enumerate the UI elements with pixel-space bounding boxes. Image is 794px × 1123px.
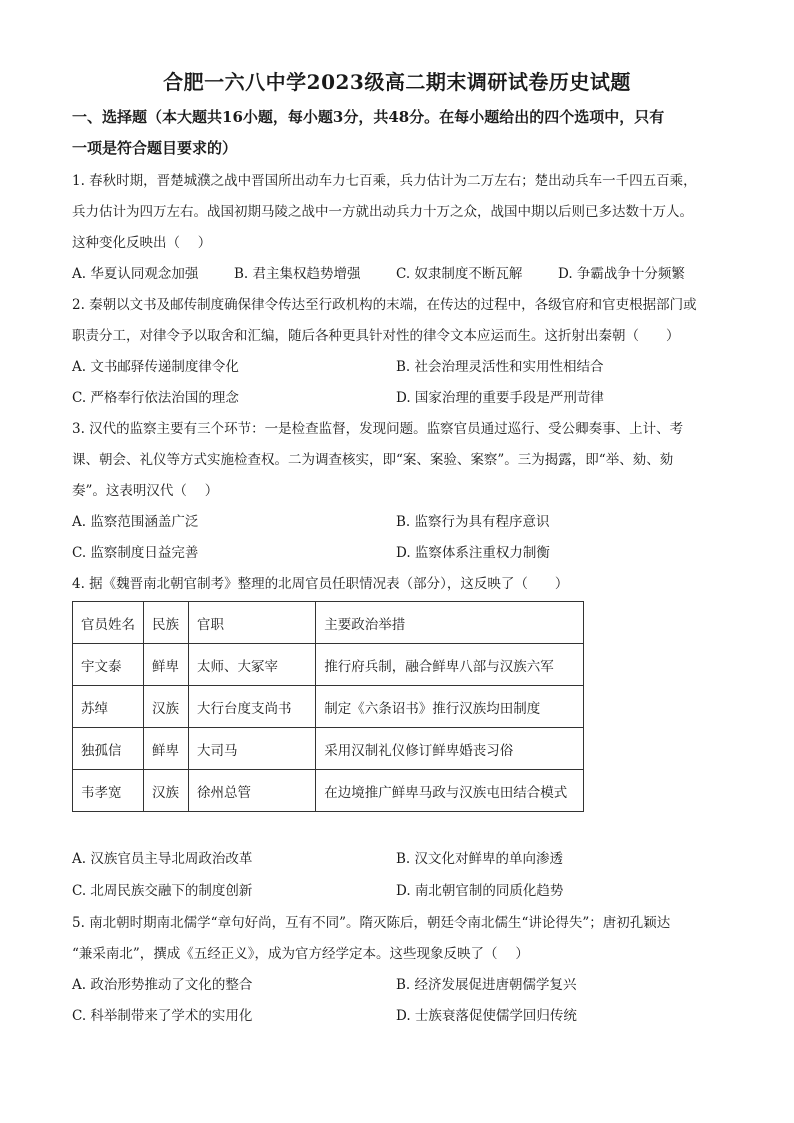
option-a: A. 政治形势推动了文化的整合 xyxy=(72,977,253,993)
option-a: A. 汉族官员主导北周政治改革 xyxy=(72,851,253,867)
table-header-cell: 官员姓名 xyxy=(73,602,144,644)
table-row xyxy=(73,644,584,686)
table-cell: 汉族 xyxy=(144,686,189,728)
option-d: D. 争霸战争十分频繁 xyxy=(558,266,685,282)
table-cell: 推行府兵制，融合鲜卑八部与汉族六军 xyxy=(316,644,584,686)
question-3-options-row-2 xyxy=(72,538,732,568)
table-cell: 大司马 xyxy=(188,728,315,770)
officials-table xyxy=(72,601,584,812)
option-c: C. 奴隶制度不断瓦解 xyxy=(396,266,523,282)
question-2-line-2: 职责分工，对律令予以取舍和汇编，随后各种更具针对性的律令文本应运而生。这折射出秦朝（ ） xyxy=(72,328,680,344)
question-5-line-2: “兼采南北”，撰成《五经正义》，成为官方经学定本。这些现象反映了（ ） xyxy=(72,946,529,962)
option-c: C. 严格奉行依法治国的理念 xyxy=(72,390,239,406)
table-cell: 鲜卑 xyxy=(144,728,189,770)
option-b: B. 汉文化对鲜卑的单向渗透 xyxy=(396,851,564,867)
question-5-options-row-1 xyxy=(72,970,732,1000)
option-c: C. 科举制带来了学术的实用化 xyxy=(72,1008,253,1024)
option-a: A. 监察范围涵盖广泛 xyxy=(72,514,199,530)
question-5-options-row-2 xyxy=(72,1001,732,1031)
table-cell: 宇文泰 xyxy=(73,644,144,686)
option-c: C. 监察制度日益完善 xyxy=(72,545,199,561)
section-heading-line-2: 一项是符合题目要求的） xyxy=(72,139,238,157)
question-2-options-row-1 xyxy=(72,352,732,382)
table-cell: 独孤信 xyxy=(73,728,144,770)
table-cell: 制定《六条诏书》推行汉族均田制度 xyxy=(316,686,584,728)
question-3-options-row-1 xyxy=(72,507,732,537)
question-4-options-row-1 xyxy=(72,844,732,874)
table-cell: 采用汉制礼仪修订鲜卑婚丧习俗 xyxy=(316,728,584,770)
question-3-line-1: 3. 汉代的监察主要有三个环节：一是检查监督，发现问题。监察官员通过巡行、受公卿奏事、上计、考 xyxy=(72,421,684,437)
question-2-line-1: 2. 秦朝以文书及邮传制度确保律令传达至行政机构的末端，在传达的过程中，各级官府和官吏根据部门或 xyxy=(72,297,697,313)
option-d: D. 士族衰落促使儒学回归传统 xyxy=(396,1008,577,1024)
page-title: 合肥一六八中学2023级高二期末调研试卷历史试题 xyxy=(163,70,631,94)
table-cell: 鲜卑 xyxy=(144,644,189,686)
option-d: D. 监察体系注重权力制衡 xyxy=(396,545,550,561)
option-a: A. 华夏认同观念加强 xyxy=(72,266,199,282)
table-header-cell: 民族 xyxy=(144,602,189,644)
question-4-line-1: 4. 据《魏晋南北朝官制考》整理的北周官员任职情况表（部分），这反映了（ ） xyxy=(72,576,569,592)
option-b: B. 社会治理灵活性和实用性相结合 xyxy=(396,359,604,375)
option-b: B. 君主集权趋势增强 xyxy=(234,266,361,282)
option-d: D. 南北朝官制的同质化趋势 xyxy=(396,883,564,899)
table-header-row xyxy=(73,602,584,644)
option-a: A. 文书邮驿传递制度律令化 xyxy=(72,359,239,375)
question-4-options-row-2 xyxy=(72,876,732,906)
table-cell: 汉族 xyxy=(144,770,189,812)
question-3-line-2: 课、朝会、礼仪等方式实施检查权。二为调查核实，即“案、案验、案察”。三为揭露，即“举、劾、劾 xyxy=(72,452,674,468)
table-cell: 太师、大冢宰 xyxy=(188,644,315,686)
option-b: B. 经济发展促进唐朝儒学复兴 xyxy=(396,977,577,993)
table-cell: 韦孝宽 xyxy=(73,770,144,812)
table-row xyxy=(73,728,584,770)
table-row xyxy=(73,770,584,812)
section-heading-line-1: 一、选择题（本大题共16小题，每小题3分，共48分。在每小题给出的四个选项中，只有 xyxy=(72,108,665,126)
table-cell: 徐州总管 xyxy=(188,770,315,812)
option-b: B. 监察行为具有程序意识 xyxy=(396,514,550,530)
question-1-line-1: 1. 春秋时期，晋楚城濮之战中晋国所出动车力七百乘，兵力估计为二万左右；楚出动兵车一千四五百乘， xyxy=(72,173,697,189)
question-1-options xyxy=(72,259,732,289)
table-header-cell: 主要政治举措 xyxy=(316,602,584,644)
question-5-line-1: 5. 南北朝时期南北儒学“章句好尚，互有不同”。隋灭陈后，朝廷令南北儒生“讲论得失”；唐初孔颖达 xyxy=(72,915,671,931)
question-3-line-3: 奏”。这表明汉代（ ） xyxy=(72,483,219,499)
table-cell: 大行台度支尚书 xyxy=(188,686,315,728)
question-1-line-3: 这种变化反映出（ ） xyxy=(72,235,212,251)
table-cell: 在边境推广鲜卑马政与汉族屯田结合模式 xyxy=(316,770,584,812)
table-header-cell: 官职 xyxy=(188,602,315,644)
table-row xyxy=(73,686,584,728)
question-2-options-row-2 xyxy=(72,383,732,413)
option-d: D. 国家治理的重要手段是严刑苛律 xyxy=(396,390,604,406)
table-cell: 苏绰 xyxy=(73,686,144,728)
option-c: C. 北周民族交融下的制度创新 xyxy=(72,883,253,899)
question-1-line-2: 兵力估计为四万左右。战国初期马陵之战中一方就出动兵力十万之众，战国中期以后则已多达数十万人。 xyxy=(72,204,693,220)
